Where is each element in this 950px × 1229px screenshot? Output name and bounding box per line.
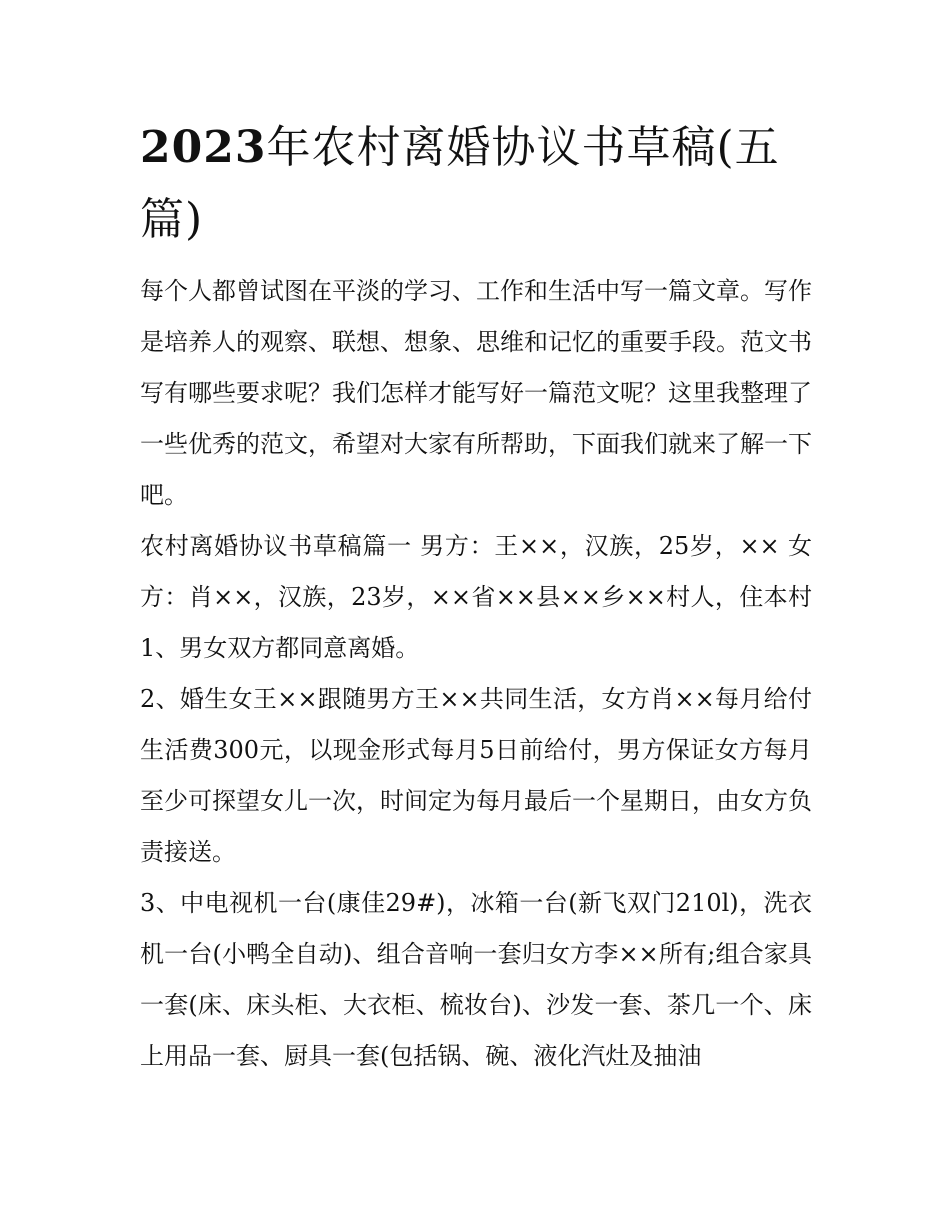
paragraph-agreement-2: 2、婚生女王××跟随男方王××共同生活，女方肖××每月给付生活费300元，以现金形式每月5日前给付，男方保证女方每月至少可探望女儿一次，时间定为每月最后一个星期日，由女方负责接送。 (140, 685, 812, 866)
document-title (140, 112, 812, 256)
paragraph-agreement-1: 农村离婚协议书草稿篇一 男方：王××，汉族，25岁，×× 女方：肖××，汉族，23岁，××省××县××乡××村人，住本村 1、男女双方都同意离婚。 (140, 532, 812, 662)
paragraph-agreement-3: 3、中电视机一台(康佳29#)，冰箱一台(新飞双门210l)，洗衣机一台(小鸭全自动)、组合音响一套归女方李××所有;组合家具一套(床、床头柜、大衣柜、梳妆台)、沙发一套、茶几一个、床上用品一套、厨具一套(包括锅、碗、液化汽灶及抽油 (140, 889, 812, 1070)
document-content (140, 112, 812, 1082)
title-text: 年农村离婚协议书草稿(五篇) (140, 122, 780, 245)
paragraph-intro: 每个人都曾试图在平淡的学习、工作和生活中写一篇文章。写作是培养人的观察、联想、想象、思维和记忆的重要手段。范文书写有哪些要求呢？我们怎样才能写好一篇范文呢？这里我整理了一些优秀的范文，希望对大家有所帮助，下面我们就来了解一下吧。 (140, 277, 812, 509)
title-year: 2023 (140, 122, 267, 173)
